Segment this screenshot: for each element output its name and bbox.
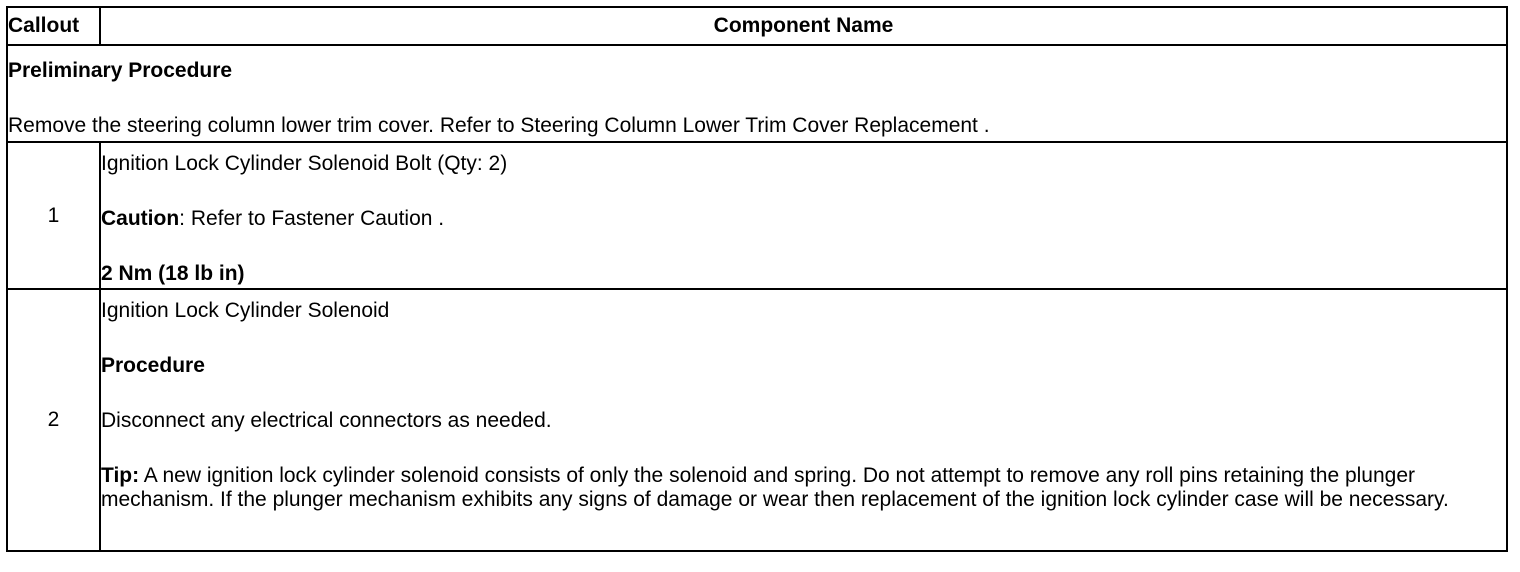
- preliminary-row: [7, 45, 1507, 142]
- tip-label: Tip:: [101, 464, 140, 487]
- component-table: [6, 6, 1508, 552]
- preliminary-cell: [7, 45, 1507, 142]
- procedure-label: Procedure: [101, 354, 205, 377]
- callout-header: Callout: [7, 7, 100, 45]
- component-cell: [100, 142, 1507, 289]
- torque-spec: 2 Nm (18 lb in): [101, 262, 245, 285]
- procedure-step: Disconnect any electrical connectors as needed.: [101, 409, 552, 432]
- caution-line: [101, 207, 1506, 231]
- component-name-header: Component Name: [100, 7, 1507, 45]
- preliminary-text: Remove the steering column lower trim cover. Refer to Steering Column Lower Trim Cover Replacement .: [8, 114, 990, 137]
- component-name: Ignition Lock Cylinder Solenoid Bolt (Qty: 2): [101, 152, 508, 175]
- tip-paragraph: [101, 464, 1506, 512]
- component-name: Ignition Lock Cylinder Solenoid: [101, 299, 390, 322]
- callout-number: 2: [7, 289, 100, 551]
- caution-label: Caution: [101, 207, 180, 230]
- callout-number: 1: [7, 142, 100, 289]
- header-row: [7, 7, 1507, 45]
- table-row: [7, 289, 1507, 551]
- tip-text: A new ignition lock cylinder solenoid consists of only the solenoid and spring. Do not attempt to remove any roll pins retaining the plunger mechanism. If the plunger mechanism exhibits any signs of damage or wear then replacement of the ignition lock cylinder case will be necessary.: [101, 464, 1449, 511]
- component-cell: [100, 289, 1507, 551]
- preliminary-title: Preliminary Procedure: [8, 59, 233, 82]
- table-row: [7, 142, 1507, 289]
- caution-text: : Refer to Fastener Caution .: [179, 207, 445, 230]
